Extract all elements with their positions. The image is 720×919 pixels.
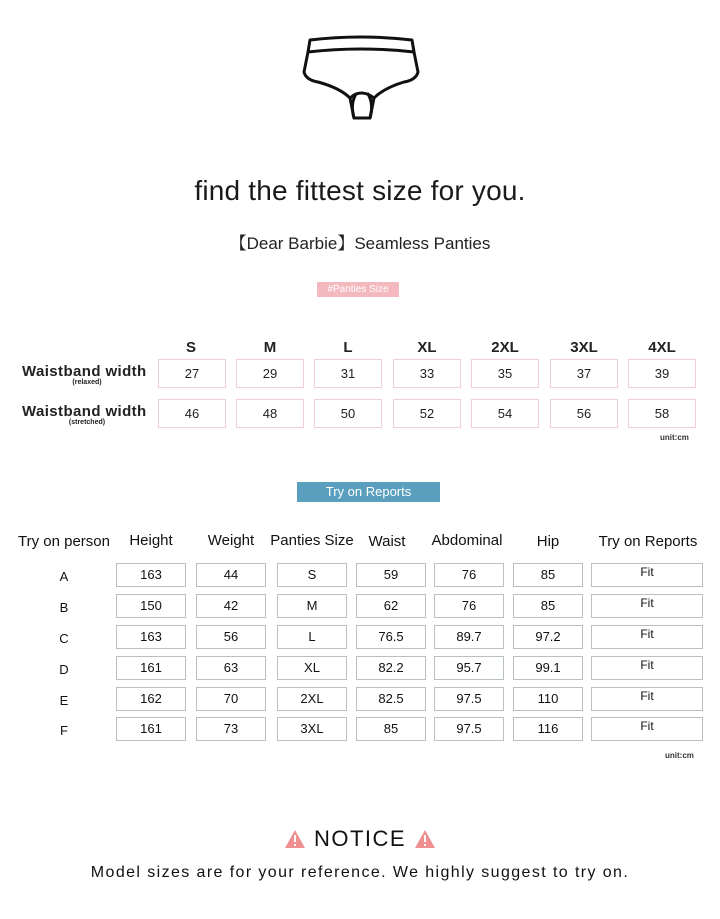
col-header: Abdominal	[431, 532, 503, 549]
report-cell: Fit	[591, 625, 703, 649]
hip-cell: 85	[513, 594, 583, 618]
person-label: D	[59, 662, 69, 677]
size-unit-note: unit:cm	[660, 433, 689, 442]
row-label-sub: (stretched)	[68, 419, 106, 426]
person-label: B	[59, 600, 69, 615]
size-cell: 50	[314, 399, 382, 428]
size-cell: XL	[277, 656, 347, 680]
weight-cell: 42	[196, 594, 266, 618]
reports-unit-note: unit:cm	[665, 751, 694, 760]
col-header: Height	[129, 532, 173, 549]
col-header: Try on Reports	[598, 533, 698, 550]
product-subtitle: 【Dear Barbie】Seamless Panties	[229, 234, 491, 253]
size-cell: 33	[393, 359, 461, 388]
size-cell: 2XL	[277, 687, 347, 711]
size-cell: 35	[471, 359, 539, 388]
weight-cell: 63	[196, 656, 266, 680]
waistband-stretched-label	[22, 403, 156, 426]
col-header: Waist	[368, 533, 406, 550]
person-label: C	[59, 631, 69, 646]
size-cell: L	[277, 625, 347, 649]
waist-cell: 59	[356, 563, 426, 587]
height-cell: 150	[116, 594, 186, 618]
weight-cell: 73	[196, 717, 266, 741]
col-header: Try on person	[18, 533, 110, 550]
abdominal-cell: 95.7	[434, 656, 504, 680]
waistband-relaxed-label	[22, 363, 156, 386]
weight-cell: 56	[196, 625, 266, 649]
size-cell: 3XL	[277, 717, 347, 741]
try-on-reports-tag: Try on Reports	[297, 482, 440, 502]
abdominal-cell: 97.5	[434, 687, 504, 711]
row-label-sub: (relaxed)	[72, 379, 102, 386]
waist-cell: 62	[356, 594, 426, 618]
size-cell: 27	[158, 359, 226, 388]
size-header: L	[343, 339, 353, 356]
height-cell: 162	[116, 687, 186, 711]
abdominal-cell: 76	[434, 594, 504, 618]
abdominal-cell: 97.5	[434, 717, 504, 741]
warning-triangle-icon	[284, 829, 306, 849]
waist-cell: 82.2	[356, 656, 426, 680]
size-cell: S	[277, 563, 347, 587]
weight-cell: 70	[196, 687, 266, 711]
notice-heading	[0, 825, 720, 853]
hip-cell: 97.2	[513, 625, 583, 649]
size-cell: 39	[628, 359, 696, 388]
size-header: XL	[417, 339, 437, 356]
panties-size-tag: #Panties Size	[317, 282, 399, 297]
report-cell: Fit	[591, 687, 703, 711]
size-header: 2XL	[491, 339, 519, 356]
col-header: Weight	[207, 532, 255, 549]
hip-cell: 110	[513, 687, 583, 711]
report-cell: Fit	[591, 594, 703, 618]
height-cell: 163	[116, 563, 186, 587]
page-title: find the fittest size for you.	[194, 175, 526, 206]
size-header: S	[185, 339, 196, 356]
report-cell: Fit	[591, 563, 703, 587]
height-cell: 161	[116, 717, 186, 741]
person-label: E	[59, 693, 69, 708]
notice-text: Model sizes are for your reference. We highly suggest to try on.	[90, 864, 630, 881]
size-cell: M	[277, 594, 347, 618]
col-header: Hip	[536, 533, 560, 550]
height-cell: 163	[116, 625, 186, 649]
height-cell: 161	[116, 656, 186, 680]
panties-icon	[300, 32, 422, 124]
hip-cell: 85	[513, 563, 583, 587]
abdominal-cell: 76	[434, 563, 504, 587]
warning-triangle-icon	[414, 829, 436, 849]
waist-cell: 85	[356, 717, 426, 741]
hip-cell: 116	[513, 717, 583, 741]
row-label-main: Waistband width	[22, 363, 147, 380]
report-cell: Fit	[591, 656, 703, 680]
size-cell: 31	[314, 359, 382, 388]
waist-cell: 76.5	[356, 625, 426, 649]
size-cell: 58	[628, 399, 696, 428]
abdominal-cell: 89.7	[434, 625, 504, 649]
size-header: 3XL	[570, 339, 598, 356]
person-label: F	[60, 723, 68, 738]
row-label-main: Waistband width	[22, 403, 147, 420]
weight-cell: 44	[196, 563, 266, 587]
hip-cell: 99.1	[513, 656, 583, 680]
size-cell: 56	[550, 399, 618, 428]
col-header: Panties Size	[270, 532, 354, 549]
size-header: M	[263, 339, 277, 356]
size-cell: 37	[550, 359, 618, 388]
person-label: A	[59, 569, 69, 584]
report-cell: Fit	[591, 717, 703, 741]
size-cell: 54	[471, 399, 539, 428]
size-cell: 48	[236, 399, 304, 428]
size-cell: 46	[158, 399, 226, 428]
size-cell: 52	[393, 399, 461, 428]
size-cell: 29	[236, 359, 304, 388]
notice-title: NOTICE	[313, 826, 407, 851]
waist-cell: 82.5	[356, 687, 426, 711]
size-header: 4XL	[648, 339, 676, 356]
